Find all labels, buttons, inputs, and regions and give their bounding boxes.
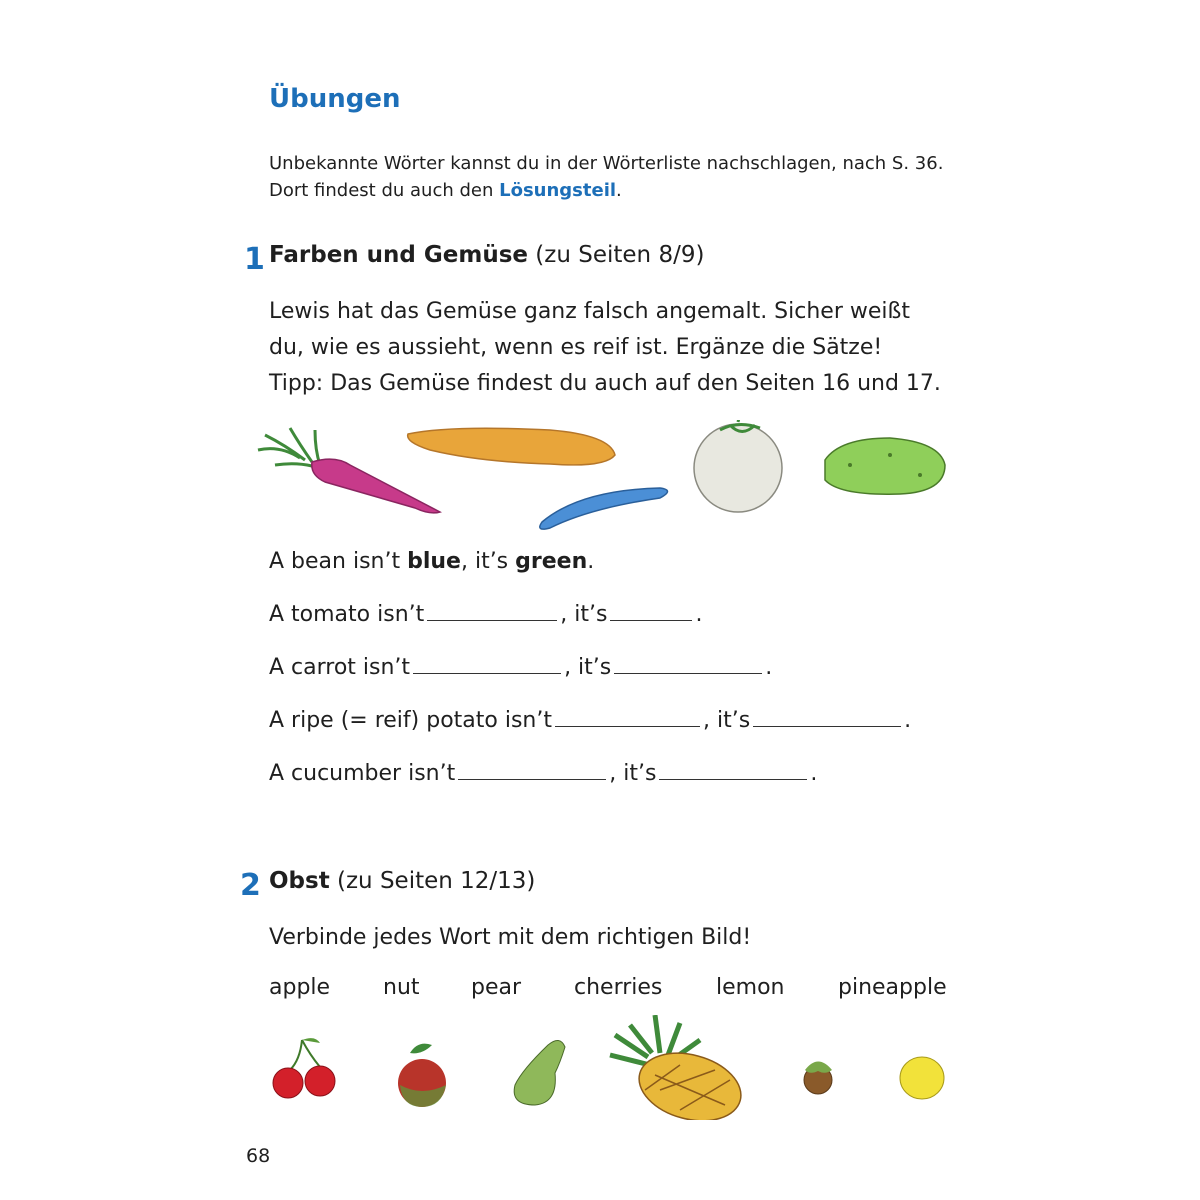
exercise-2-number: 2 <box>240 868 261 903</box>
sentence-end: . <box>765 655 773 680</box>
answer-blank-2[interactable] <box>753 725 901 727</box>
sentence-end: . <box>904 708 912 733</box>
vegetables-illustration <box>250 420 950 535</box>
exercise-1-pages: (zu Seiten 8/9) <box>528 242 705 268</box>
intro-line-1: Unbekannte Wörter kannst du in der Wörterliste nachschlagen, nach S. 36. <box>269 153 944 174</box>
fruits-illustration <box>260 1015 960 1120</box>
example-post: . <box>587 549 595 574</box>
word-apple[interactable]: apple <box>269 975 331 1000</box>
sentence-mid: , it’s <box>702 708 751 733</box>
answer-blank-1[interactable] <box>413 672 561 674</box>
example-wrong-color: blue <box>407 549 461 574</box>
exercise-1-number: 1 <box>244 242 265 277</box>
word-lemon[interactable]: lemon <box>716 975 785 1000</box>
intro-line-2-text: Dort findest du auch den <box>269 180 500 201</box>
instruction-line: Lewis hat das Gemüse ganz falsch angemalt. Sicher weißt <box>269 299 910 324</box>
sentence-start: A carrot isn’t <box>269 655 411 680</box>
fill-sentence-potato <box>269 708 911 733</box>
sentence-end: . <box>810 761 818 786</box>
lemon-icon[interactable] <box>900 1057 944 1099</box>
instruction-line: Tipp: Das Gemüse findest du auch auf den Seiten 16 und 17. <box>269 371 941 396</box>
nut-icon[interactable] <box>804 1062 832 1095</box>
answer-blank-2[interactable] <box>614 672 762 674</box>
exercise-2-heading <box>269 868 535 894</box>
example-sentence <box>269 549 594 574</box>
intro-line-2 <box>269 177 943 204</box>
cherries-icon[interactable] <box>273 1038 335 1098</box>
pear-icon[interactable] <box>514 1040 565 1105</box>
sentence-start: A ripe (= reif) potato isn’t <box>269 708 552 733</box>
intro-line-2-end: . <box>616 180 622 201</box>
page-number: 68 <box>246 1145 271 1167</box>
exercise-2-title: Obst <box>269 868 330 894</box>
word-pineapple[interactable]: pineapple <box>838 975 947 1000</box>
potato-icon <box>825 438 945 494</box>
example-pre: A bean isn’t <box>269 549 408 574</box>
sentence-start: A tomato isn’t <box>269 602 425 627</box>
fill-sentence-tomato <box>269 602 702 627</box>
instruction-line: du, wie es aussieht, wenn es reif ist. Ergänze die Sätze! <box>269 335 883 360</box>
answer-blank-1[interactable] <box>555 725 700 727</box>
answer-blank-1[interactable] <box>458 778 606 780</box>
sentence-mid: , it’s <box>560 602 608 627</box>
exercise-1-title: Farben und Gemüse <box>269 242 528 268</box>
example-mid: , it’s <box>460 549 516 574</box>
intro-text <box>269 150 943 204</box>
tomato-icon <box>694 420 782 512</box>
cucumber-icon <box>408 428 615 465</box>
solutions-link: Lösungsteil <box>499 180 617 201</box>
pineapple-icon[interactable] <box>610 1015 749 1120</box>
exercise-1-instructions <box>269 294 941 402</box>
sentence-end: . <box>695 602 703 627</box>
bean-icon <box>540 488 668 529</box>
word-nut[interactable]: nut <box>383 975 420 1000</box>
word-cherries[interactable]: cherries <box>574 975 663 1000</box>
sentence-mid: , it’s <box>609 761 657 786</box>
page-title: Übungen <box>269 84 401 114</box>
fill-sentence-cucumber <box>269 761 817 786</box>
exercise-1-heading <box>269 242 704 268</box>
answer-blank-1[interactable] <box>427 619 557 621</box>
word-pear[interactable]: pear <box>471 975 522 1000</box>
answer-blank-2[interactable] <box>659 778 807 780</box>
exercise-2-instructions: Verbinde jedes Wort mit dem richtigen Bild! <box>269 925 752 950</box>
answer-blank-2[interactable] <box>610 619 692 621</box>
fill-sentence-carrot <box>269 655 772 680</box>
apple-icon[interactable] <box>398 1044 446 1107</box>
sentence-mid: , it’s <box>564 655 612 680</box>
sentence-start: A cucumber isn’t <box>269 761 456 786</box>
example-right-color: green <box>515 549 588 574</box>
exercise-2-pages: (zu Seiten 12/13) <box>329 868 536 894</box>
